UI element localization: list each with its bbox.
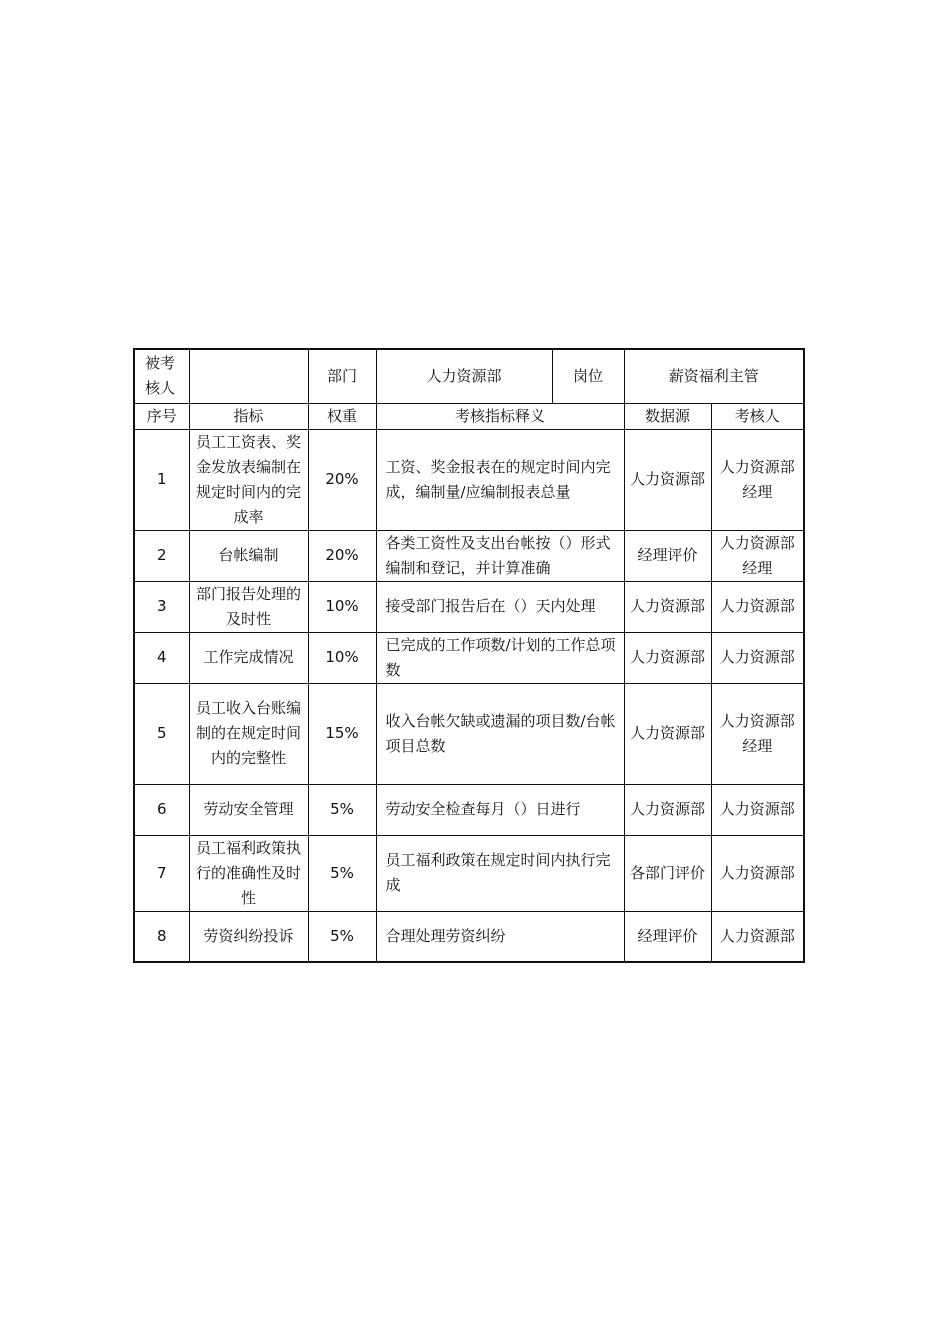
row-assessor: 人力资源部 [711,581,804,632]
row-definition: 接受部门报告后在（）天内处理 [376,581,624,632]
row-source: 人力资源部 [624,581,711,632]
row-weight: 15% [308,683,376,784]
row-weight: 20% [308,530,376,581]
row-weight: 5% [308,835,376,911]
position-value: 薪资福利主管 [624,349,804,403]
row-definition: 合理处理劳资纠纷 [376,911,624,962]
row-seq: 2 [134,530,189,581]
row-weight: 20% [308,429,376,530]
col-header-weight: 权重 [308,403,376,429]
row-source: 人力资源部 [624,429,711,530]
row-source: 人力资源部 [624,683,711,784]
row-indicator: 员工工资表、奖金发放表编制在规定时间内的完成率 [189,429,308,530]
row-indicator: 劳动安全管理 [189,784,308,835]
table-row [134,784,804,835]
row-seq: 5 [134,683,189,784]
assessee-value [189,349,308,403]
row-seq: 7 [134,835,189,911]
row-weight: 5% [308,784,376,835]
position-label: 岗位 [552,349,624,403]
row-assessor: 人力资源部 [711,632,804,683]
assessee-label: 被考核人 [134,349,189,403]
row-seq: 4 [134,632,189,683]
table-row [134,911,804,962]
row-assessor: 人力资源部 [711,911,804,962]
row-definition: 劳动安全检查每月（）日进行 [376,784,624,835]
row-source: 人力资源部 [624,784,711,835]
row-seq: 1 [134,429,189,530]
row-weight: 5% [308,911,376,962]
row-source: 人力资源部 [624,632,711,683]
row-definition: 工资、奖金报表在的规定时间内完成，编制量/应编制报表总量 [376,429,624,530]
row-indicator: 劳资纠纷投诉 [189,911,308,962]
table-row [134,429,804,530]
row-definition: 员工福利政策在规定时间内执行完成 [376,835,624,911]
row-definition: 各类工资性及支出台帐按（）形式编制和登记，并计算准确 [376,530,624,581]
row-indicator: 员工福利政策执行的准确性及时性 [189,835,308,911]
row-indicator: 工作完成情况 [189,632,308,683]
col-header-definition: 考核指标释义 [376,403,624,429]
row-source: 经理评价 [624,530,711,581]
row-source: 经理评价 [624,911,711,962]
row-seq: 3 [134,581,189,632]
row-weight: 10% [308,632,376,683]
column-header-row [134,403,804,429]
row-assessor: 人力资源部经理 [711,530,804,581]
row-weight: 10% [308,581,376,632]
row-definition: 已完成的工作项数/计划的工作总项数 [376,632,624,683]
row-assessor: 人力资源部 [711,835,804,911]
row-indicator: 员工收入台账编制的在规定时间内的完整性 [189,683,308,784]
row-seq: 6 [134,784,189,835]
col-header-indicator: 指标 [189,403,308,429]
row-indicator: 部门报告处理的及时性 [189,581,308,632]
department-label: 部门 [308,349,376,403]
row-indicator: 台帐编制 [189,530,308,581]
table-row [134,530,804,581]
info-row [134,349,804,403]
row-assessor: 人力资源部经理 [711,429,804,530]
col-header-source: 数据源 [624,403,711,429]
row-assessor: 人力资源部经理 [711,683,804,784]
row-seq: 8 [134,911,189,962]
row-source: 各部门评价 [624,835,711,911]
row-assessor: 人力资源部 [711,784,804,835]
table-row [134,581,804,632]
table-row [134,835,804,911]
kpi-assessment-table [133,348,805,963]
col-header-assessor: 考核人 [711,403,804,429]
row-definition: 收入台帐欠缺或遗漏的项目数/台帐项目总数 [376,683,624,784]
department-value: 人力资源部 [376,349,552,403]
col-header-seq: 序号 [134,403,189,429]
table-row [134,632,804,683]
table-row [134,683,804,784]
